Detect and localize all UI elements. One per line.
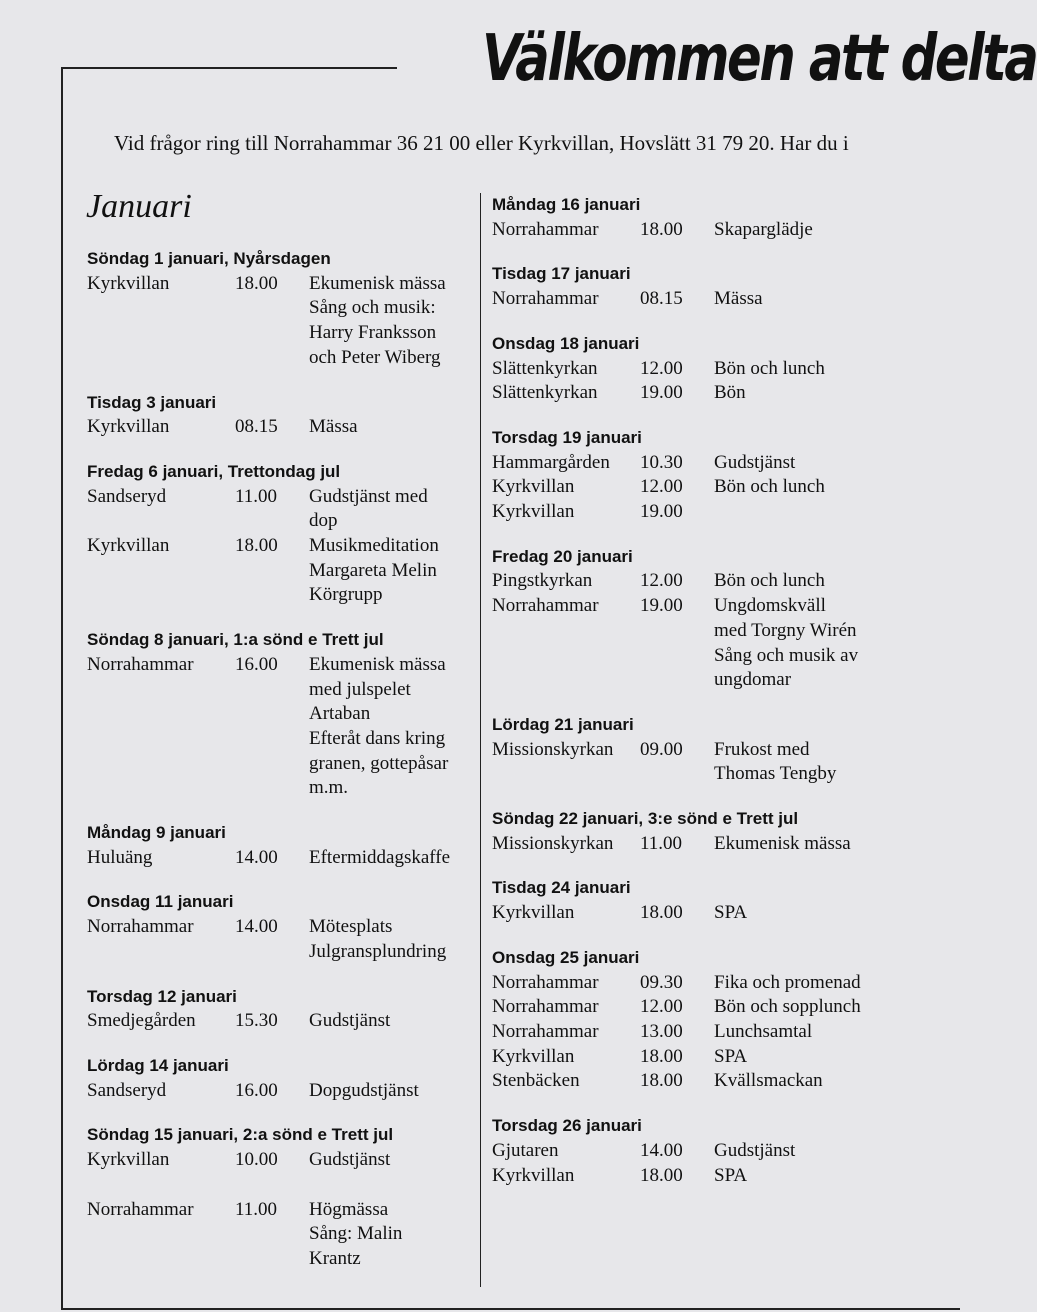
event-row (492, 1164, 960, 1189)
day-header: Lördag 21 januari (492, 714, 634, 734)
description-line: Harry Franksson (309, 322, 437, 344)
day-entry (492, 193, 960, 242)
day-header: Torsdag 12 januari (87, 986, 237, 1006)
description-line: granen, gottepåsar (309, 752, 449, 774)
event-row (492, 381, 960, 406)
event-description (714, 381, 960, 406)
event-description (714, 569, 960, 594)
event-location: Kyrkvillan (492, 1164, 575, 1186)
description-line: ungdomar (714, 669, 792, 691)
day-header: Söndag 8 januari, 1:a sönd e Trett jul (87, 630, 384, 650)
event-location: Stenbäcken (492, 1070, 580, 1092)
day-header: Tisdag 24 januari (492, 878, 631, 898)
day-entry (492, 807, 960, 856)
event-location: Sandseryd (87, 1079, 167, 1101)
event-time: 15.30 (235, 1010, 278, 1032)
event-time: 18.00 (235, 272, 278, 294)
day-entry (492, 876, 960, 925)
event-description (714, 1045, 960, 1070)
event-location: Huluäng (87, 846, 153, 868)
event-location: Sandseryd (87, 485, 167, 507)
description-line: Gudstjänst med (309, 485, 428, 507)
description-line (714, 500, 960, 525)
event-description (309, 1148, 472, 1173)
contact-info: Vid frågor ring till Norrahammar 36 21 00 eller Kyrkvillan, Hovslätt 31 79 20. Har du i (114, 131, 849, 155)
event-description (309, 1079, 472, 1104)
description-line: Ekumenisk mässa (309, 272, 446, 294)
description-line: dop (309, 510, 338, 532)
event-time: 12.00 (640, 570, 683, 592)
event-location: Norrahammar (87, 653, 194, 675)
event-row (87, 485, 472, 534)
event-description (309, 485, 472, 534)
description-line: Mässa (309, 416, 358, 438)
description-line: Eftermiddagskaffe (309, 846, 451, 868)
event-description (714, 357, 960, 382)
day-entry (492, 946, 960, 1094)
description-line: Sång och musik: (309, 297, 436, 319)
event-location: Norrahammar (492, 288, 599, 310)
event-time: 08.15 (235, 416, 278, 438)
description-line: Mässa (714, 288, 763, 310)
event-row (492, 287, 960, 312)
event-location: Hammargården (492, 451, 610, 473)
description-line: SPA (714, 902, 748, 924)
event-time: 10.30 (640, 451, 683, 473)
event-location: Norrahammar (87, 916, 194, 938)
event-description (309, 1173, 472, 1198)
event-location: Kyrkvillan (87, 272, 170, 294)
event-location: Pingstkyrkan (492, 570, 593, 592)
event-description (714, 1069, 960, 1094)
day-entry (492, 545, 960, 693)
event-row (492, 1069, 960, 1094)
event-description (714, 1139, 960, 1164)
day-entry (87, 890, 472, 964)
event-location: Kyrkvillan (87, 535, 170, 557)
event-row (492, 995, 960, 1020)
event-description (714, 594, 960, 693)
event-location: Norrahammar (492, 595, 599, 617)
day-header: Söndag 15 januari, 2:a sönd e Trett jul (87, 1125, 394, 1145)
event-row (492, 475, 960, 500)
event-row (492, 1020, 960, 1045)
day-header: Onsdag 25 januari (492, 947, 640, 967)
event-description (714, 218, 960, 243)
event-time: 18.00 (640, 902, 683, 924)
event-location: Kyrkvillan (87, 1149, 170, 1171)
day-entry (492, 262, 960, 311)
description-line: SPA (714, 1045, 748, 1067)
description-line: Gudstjänst (309, 1010, 391, 1032)
event-description (309, 415, 472, 440)
description-line: och Peter Wiberg (309, 346, 441, 368)
event-row (492, 1045, 960, 1070)
event-description (714, 500, 960, 525)
event-description (309, 534, 472, 608)
description-line: Kvällsmackan (714, 1070, 823, 1092)
day-header: Torsdag 26 januari (492, 1116, 642, 1136)
day-entry (492, 426, 960, 525)
day-entry (87, 628, 472, 801)
event-description (309, 915, 472, 964)
event-time: 09.00 (640, 738, 683, 760)
event-time: 11.00 (235, 485, 278, 507)
description-line: Lunchsamtal (714, 1020, 813, 1042)
event-row (492, 451, 960, 476)
event-location: Slättenkyrkan (492, 382, 598, 404)
description-line: Sång och musik av (714, 644, 859, 666)
day-header: Fredag 6 januari, Trettondag jul (87, 461, 341, 481)
day-header: Måndag 9 januari (87, 823, 226, 843)
event-time: 12.00 (640, 357, 683, 379)
page-title: Välkommen att delta (482, 22, 1037, 96)
day-entry (87, 460, 472, 608)
event-time: 18.00 (640, 218, 683, 240)
day-entry (87, 821, 472, 870)
description-line: Sång: Malin (309, 1223, 403, 1245)
description-line: Dopgudstjänst (309, 1079, 419, 1101)
event-row (87, 653, 472, 801)
event-description (714, 1020, 960, 1045)
event-time: 16.00 (235, 1079, 278, 1101)
left-schedule-column (87, 247, 472, 1292)
description-line: Bön och sopplunch (714, 996, 861, 1018)
right-schedule-column (492, 193, 960, 1208)
event-description (714, 971, 960, 996)
event-location: Kyrkvillan (492, 501, 575, 523)
event-description (714, 1164, 960, 1189)
event-time: 16.00 (235, 653, 278, 675)
day-entry (87, 1123, 472, 1271)
event-row (87, 1198, 472, 1272)
day-entry (87, 1054, 472, 1103)
description-line: Julgransplundring (309, 940, 447, 962)
event-description (309, 272, 472, 371)
description-line: Gudstjänst (309, 1149, 391, 1171)
description-line: Thomas Tengby (714, 763, 837, 785)
description-line: Ungdomskväll (714, 595, 826, 617)
event-location: Missionskyrkan (492, 738, 614, 760)
event-location: Missionskyrkan (492, 832, 614, 854)
event-location: Kyrkvillan (492, 476, 575, 498)
event-description (309, 1009, 472, 1034)
description-line: Skaparglädje (714, 218, 813, 240)
event-description (714, 901, 960, 926)
event-time: 12.00 (640, 476, 683, 498)
description-line: Ekumenisk mässa (309, 653, 446, 675)
event-location: Smedjegården (87, 1010, 196, 1032)
day-header: Måndag 16 januari (492, 195, 641, 214)
event-time: 09.30 (640, 971, 683, 993)
event-row (87, 915, 472, 964)
event-description (714, 738, 960, 787)
day-entry (492, 713, 960, 787)
event-description (714, 451, 960, 476)
event-location: Kyrkvillan (87, 416, 170, 438)
event-time: 11.00 (640, 832, 683, 854)
event-location: Norrahammar (87, 1198, 194, 1220)
event-row (492, 569, 960, 594)
description-line: Krantz (309, 1247, 361, 1269)
description-line: Bön (714, 382, 746, 404)
description-line: Bön och lunch (714, 357, 825, 379)
event-description (714, 287, 960, 312)
day-entry (87, 985, 472, 1034)
event-time: 14.00 (235, 916, 278, 938)
day-header: Lördag 14 januari (87, 1055, 229, 1075)
description-line: Margareta Melin (309, 559, 437, 581)
event-location: Kyrkvillan (492, 902, 575, 924)
description-line: SPA (714, 1164, 748, 1186)
day-header: Fredag 20 januari (492, 546, 633, 566)
event-row (492, 738, 960, 787)
event-location: Norrahammar (492, 996, 599, 1018)
event-row (87, 415, 472, 440)
event-row (87, 272, 472, 371)
event-row (87, 846, 472, 871)
description-line: Högmässa (309, 1198, 389, 1220)
description-line: Körgrupp (309, 584, 383, 606)
event-description (714, 995, 960, 1020)
event-row (492, 218, 960, 243)
event-description (714, 475, 960, 500)
column-divider (480, 193, 481, 1287)
description-line: Frukost med (714, 738, 810, 760)
day-header: Onsdag 11 januari (87, 892, 234, 912)
event-location (87, 1173, 235, 1198)
day-header: Söndag 1 januari, Nyårsdagen (87, 249, 331, 268)
event-description (309, 1198, 472, 1272)
event-time: 10.00 (235, 1149, 278, 1171)
event-row (492, 832, 960, 857)
event-time: 18.00 (235, 535, 278, 557)
description-line: Gudstjänst (714, 1139, 796, 1161)
event-description (309, 846, 472, 871)
event-row (492, 594, 960, 693)
day-header: Tisdag 17 januari (492, 264, 631, 284)
month-heading: Januari (86, 188, 192, 225)
day-header: Torsdag 19 januari (492, 427, 642, 447)
event-time: 18.00 (640, 1070, 683, 1092)
event-row (492, 1139, 960, 1164)
frame-left-border (61, 67, 63, 1310)
event-time: 08.15 (640, 288, 683, 310)
event-row (87, 1173, 472, 1198)
event-time (235, 1173, 309, 1198)
event-row (87, 1079, 472, 1104)
event-time: 18.00 (640, 1045, 683, 1067)
event-time: 19.00 (640, 382, 683, 404)
description-line: Efteråt dans kring (309, 727, 446, 749)
day-header: Söndag 22 januari, 3:e sönd e Trett jul (492, 809, 799, 829)
event-time: 14.00 (235, 846, 278, 868)
event-time: 19.00 (640, 595, 683, 617)
day-entry (492, 1114, 960, 1188)
description-line: Bön och lunch (714, 476, 825, 498)
event-location: Kyrkvillan (492, 1045, 575, 1067)
event-location: Norrahammar (492, 1020, 599, 1042)
frame-top-border (61, 67, 397, 69)
description-line: med julspelet (309, 678, 411, 700)
event-row (87, 534, 472, 608)
description-line: Fika och promenad (714, 971, 861, 993)
event-time: 19.00 (640, 501, 683, 523)
event-row (87, 1009, 472, 1034)
event-description (309, 653, 472, 801)
description-line: m.m. (309, 777, 349, 799)
day-header: Onsdag 18 januari (492, 333, 640, 353)
event-time: 13.00 (640, 1020, 683, 1042)
event-time: 12.00 (640, 996, 683, 1018)
event-row (492, 500, 960, 525)
event-description (714, 832, 960, 857)
description-line (309, 1173, 472, 1198)
day-entry (87, 247, 472, 371)
event-row (87, 1148, 472, 1173)
description-line: Ekumenisk mässa (714, 832, 851, 854)
event-location: Norrahammar (492, 218, 599, 240)
event-row (492, 901, 960, 926)
event-time: 14.00 (640, 1139, 683, 1161)
event-time: 18.00 (640, 1164, 683, 1186)
description-line: Bön och lunch (714, 570, 825, 592)
description-line: Artaban (309, 703, 371, 725)
event-row (492, 971, 960, 996)
day-header: Tisdag 3 januari (87, 392, 217, 412)
event-location: Norrahammar (492, 971, 599, 993)
event-location: Gjutaren (492, 1139, 559, 1161)
day-entry (87, 391, 472, 440)
description-line: Musikmeditation (309, 535, 439, 557)
frame-bottom-border (61, 1308, 960, 1310)
description-line: med Torgny Wirén (714, 619, 857, 641)
description-line: Gudstjänst (714, 451, 796, 473)
event-row (492, 357, 960, 382)
event-location: Slättenkyrkan (492, 357, 598, 379)
description-line: Mötesplats (309, 916, 393, 938)
event-time: 11.00 (235, 1198, 278, 1220)
day-entry (492, 332, 960, 406)
